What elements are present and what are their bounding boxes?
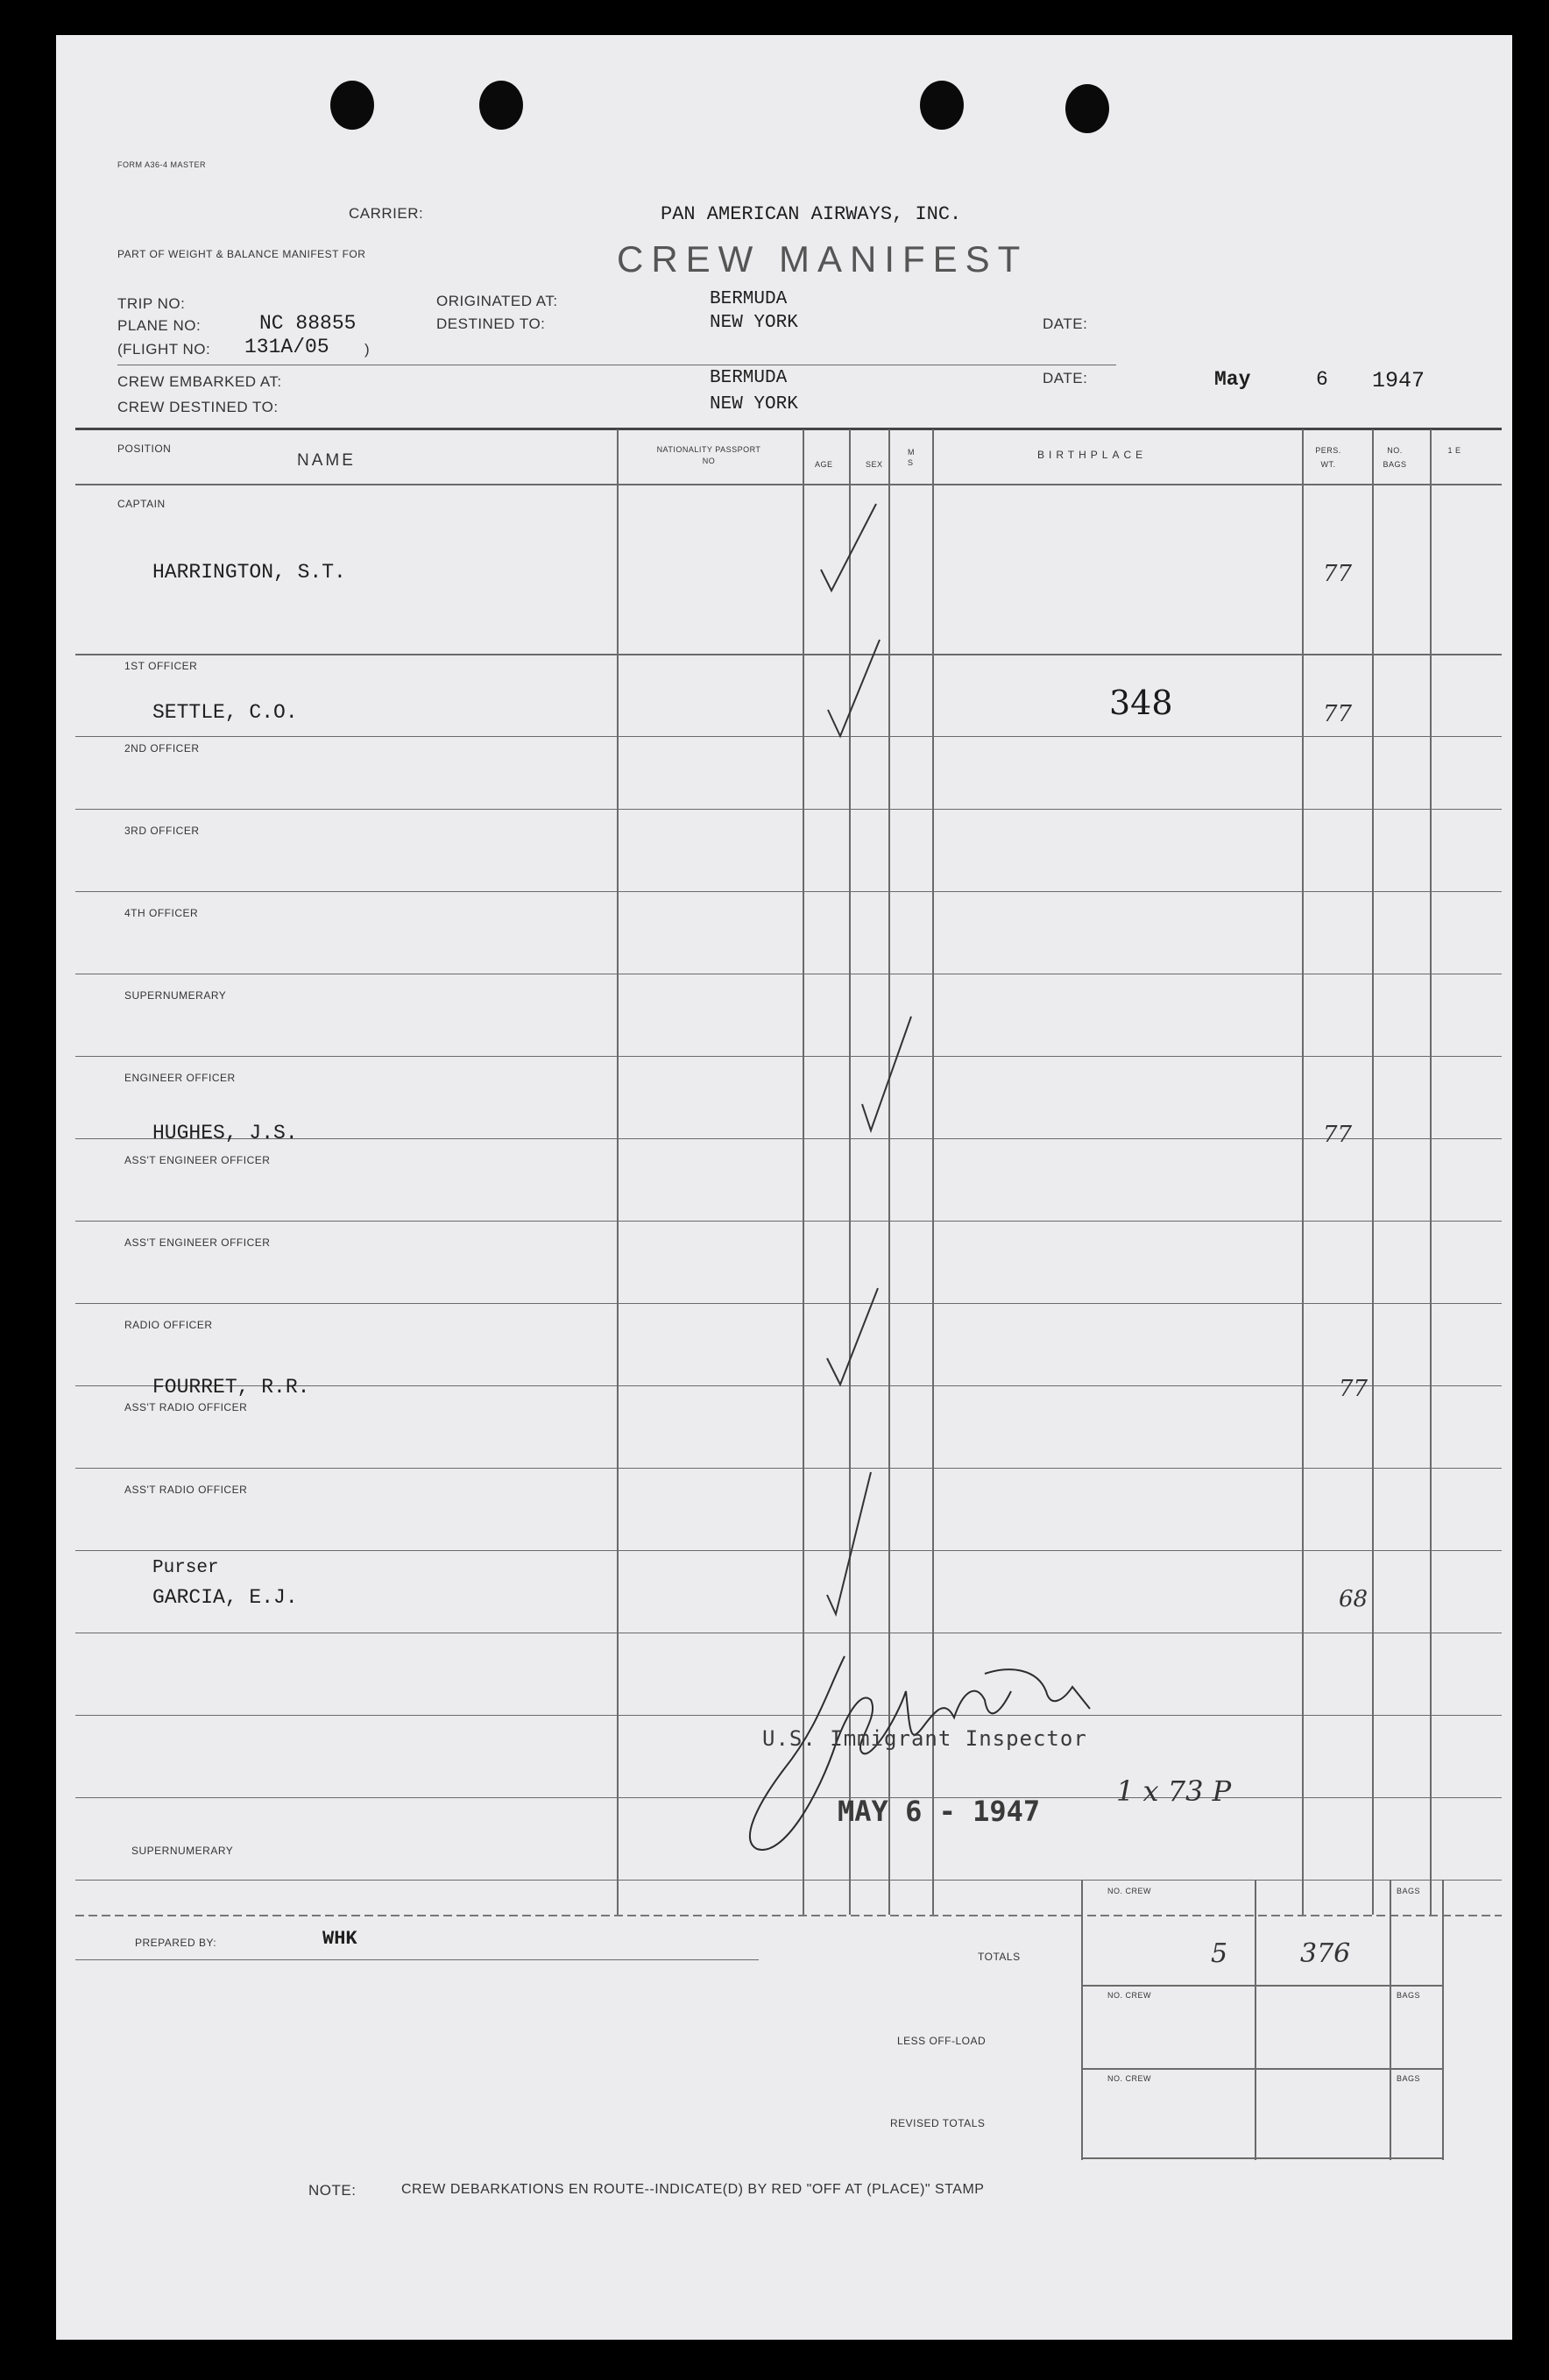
check-mark: [862, 1016, 911, 1130]
carrier-label: CARRIER:: [349, 205, 424, 222]
total-crew: 5: [1211, 1938, 1228, 1969]
form-number: FORM A36-4 MASTER: [117, 160, 207, 169]
prepared-by-value: WHK: [322, 1928, 357, 1950]
check-mark: [827, 1472, 871, 1614]
position-label: ENGINEER OFFICER: [124, 1072, 236, 1084]
position-label: 1ST OFFICER: [124, 660, 198, 672]
totals-rule: [1081, 2157, 1444, 2159]
inspector-title: U.S. Immigrant Inspector: [762, 1726, 1087, 1751]
inspector-date: MAY 6 - 1947: [838, 1795, 1041, 1828]
position-label: CAPTAIN: [117, 498, 166, 510]
crew-name: GARCIA, E.J.: [152, 1586, 298, 1609]
no-crew-label: NO. CREW: [1107, 1887, 1151, 1895]
header-age: AGE: [815, 460, 833, 469]
position-label: 3RD OFFICER: [124, 825, 200, 837]
date-label-2: DATE:: [1043, 370, 1088, 386]
number-stamp: 348: [1109, 684, 1173, 722]
check-mark: [827, 1288, 878, 1385]
no-crew-label: NO. CREW: [1107, 1991, 1151, 2000]
supernumerary-footer: SUPERNUMERARY: [131, 1845, 234, 1857]
crew-embarked-label: CREW EMBARKED AT:: [117, 373, 282, 390]
manifest-sheet: [56, 35, 1512, 2340]
crew-name: HUGHES, J.S.: [152, 1122, 298, 1144]
totals-rule: [1081, 1880, 1083, 2160]
inspector-initials: 1 x 73 P: [1116, 1774, 1232, 1808]
bags-label: BAGS: [1397, 1887, 1421, 1895]
check-mark: [821, 504, 876, 591]
header-name: NAME: [297, 451, 356, 470]
header-ms: M S: [908, 448, 915, 467]
bags-label: BAGS: [1397, 1991, 1421, 2000]
note-text: CREW DEBARKATIONS EN ROUTE--INDICATE(D) BY RED "OFF AT (PLACE)" STAMP: [401, 2182, 985, 2197]
crew-name: SETTLE, C.O.: [152, 701, 298, 724]
carrier-value: PAN AMERICAN AIRWAYS, INC.: [661, 203, 962, 225]
revised-totals-label: REVISED TOTALS: [890, 2117, 986, 2129]
date-label-1: DATE:: [1043, 315, 1088, 332]
manifest-title: CREW MANIFEST: [617, 238, 1029, 280]
crew-destined-value: NEW YORK: [710, 394, 798, 414]
header-pers-wt: PERS. WT.: [1315, 446, 1341, 469]
position-label: ASS'T RADIO OFFICER: [124, 1484, 248, 1496]
position-label: ASS'T ENGINEER OFFICER: [124, 1236, 271, 1249]
position-label: 2ND OFFICER: [124, 742, 200, 754]
totals-label: TOTALS: [978, 1951, 1021, 1963]
crew-embarked-value: BERMUDA: [710, 368, 788, 388]
flight-no-close: ): [364, 341, 371, 358]
part-of-label: PART OF WEIGHT & BALANCE MANIFEST FOR: [117, 248, 366, 260]
header-sex: SEX: [866, 460, 883, 469]
check-mark: [828, 640, 880, 736]
crew-name: FOURRET, R.R.: [152, 1376, 310, 1399]
totals-rule: [1390, 1880, 1391, 2160]
plane-no-label: PLANE NO:: [117, 317, 202, 334]
totals-rule: [1081, 1985, 1444, 1987]
totals-rule: [1081, 2068, 1444, 2070]
crew-name: HARRINGTON, S.T.: [152, 561, 346, 584]
no-crew-label: NO. CREW: [1107, 2074, 1151, 2083]
position-label: Purser: [152, 1558, 219, 1578]
crew-weight: 77: [1323, 561, 1353, 587]
destined-to-value: NEW YORK: [710, 313, 798, 333]
position-label: SUPERNUMERARY: [124, 989, 227, 1002]
inspector-signature: [722, 1639, 1142, 1866]
plane-no-value: NC 88855: [259, 312, 357, 335]
totals-top-rule: [75, 1915, 1502, 1916]
position-label: RADIO OFFICER: [124, 1319, 213, 1331]
flight-no-label: (FLIGHT NO:: [117, 341, 211, 358]
bags-label: BAGS: [1397, 2074, 1421, 2083]
position-label: 4TH OFFICER: [124, 907, 199, 919]
crew-destined-label: CREW DESTINED TO:: [117, 399, 279, 415]
header-position: POSITION: [117, 443, 172, 455]
header-birthplace: BIRTHPLACE: [1037, 449, 1148, 461]
crew-weight: 68: [1339, 1586, 1369, 1612]
date-day: 6: [1316, 368, 1328, 391]
header-nationality: NATIONALITY PASSPORT NO: [656, 445, 761, 465]
date-year: 1947: [1372, 368, 1425, 393]
date-month: May: [1214, 368, 1251, 391]
prepared-by-rule: [75, 1959, 759, 1960]
totals-rule: [1442, 1880, 1444, 2160]
total-weight: 376: [1300, 1938, 1351, 1969]
note-label: NOTE:: [308, 2182, 357, 2199]
prepared-by-label: PREPARED BY:: [135, 1937, 217, 1949]
crew-weight: 77: [1323, 701, 1353, 727]
position-label: ASS'T ENGINEER OFFICER: [124, 1154, 271, 1166]
header-no-bags: NO. BAGS: [1383, 446, 1407, 469]
header-extra: 1 E: [1447, 446, 1461, 455]
crew-weight: 77: [1339, 1376, 1369, 1402]
crew-weight: 77: [1323, 1122, 1353, 1148]
destined-to-label: DESTINED TO:: [436, 315, 546, 332]
position-label: ASS'T RADIO OFFICER: [124, 1401, 248, 1413]
trip-no-label: TRIP NO:: [117, 295, 186, 312]
less-offload-label: LESS OFF-LOAD: [897, 2035, 987, 2047]
originated-at-value: BERMUDA: [710, 289, 788, 309]
totals-rule: [1255, 1880, 1256, 2160]
flight-no-value: 131A/05: [244, 336, 329, 358]
originated-at-label: ORIGINATED AT:: [436, 293, 558, 309]
